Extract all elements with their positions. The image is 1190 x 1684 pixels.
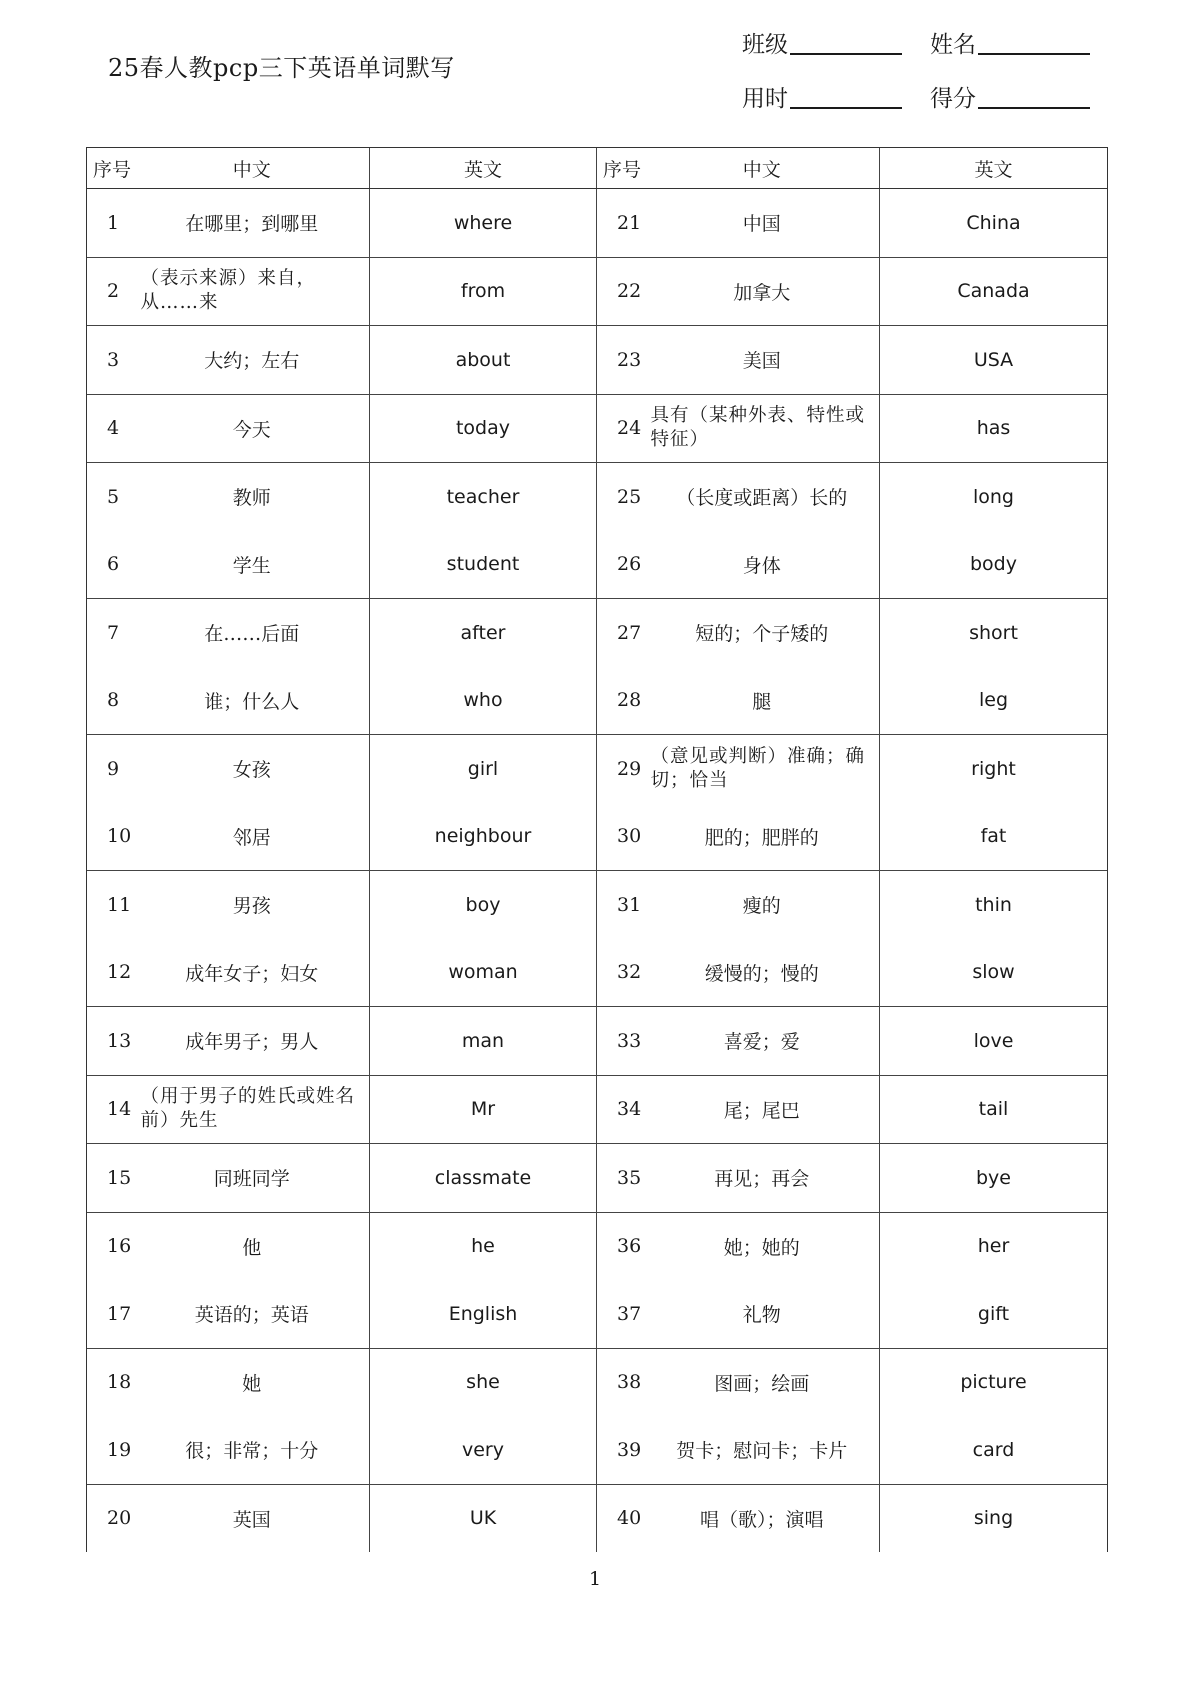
english-word-right: tail <box>880 1075 1108 1144</box>
chinese-meaning-right: 缓慢的；慢的 <box>704 962 819 985</box>
row-number-right: 33 <box>597 1007 645 1076</box>
table-row <box>87 1484 1108 1552</box>
chinese-meaning-right: （长度或距离）长的 <box>645 463 880 531</box>
row-number-left: 19 <box>87 1416 135 1484</box>
chinese-meaning-left: 今天 <box>135 394 370 463</box>
chinese-meaning-left: 成年男子；男人 <box>135 1007 370 1076</box>
table-row <box>87 531 1108 599</box>
english-word-right: sing <box>880 1484 1108 1552</box>
row-number-left: 20 <box>87 1484 135 1552</box>
chinese-meaning-right: 喜爱；爱 <box>645 1007 880 1076</box>
english-word-left: boy <box>370 871 597 939</box>
english-word-left: he <box>370 1212 597 1280</box>
row-number-left: 8 <box>87 667 135 735</box>
header-english-left: 英文 <box>370 148 597 189</box>
header-english-right: 英文 <box>880 148 1108 189</box>
row-number-left: 12 <box>87 939 135 1007</box>
english-word-right: body <box>880 531 1108 599</box>
header-chinese-right: 中文 <box>645 148 880 189</box>
row-number-right: 22 <box>597 257 645 326</box>
row-number-right: 32 <box>597 939 645 1007</box>
chinese-meaning-left: （表示来源）来自，从……来 <box>135 257 370 326</box>
english-word-left: girl <box>370 735 597 803</box>
chinese-meaning-left: 在哪里；到哪里 <box>135 189 370 258</box>
english-word-right: has <box>880 394 1108 463</box>
row-number-right: 34 <box>597 1075 645 1144</box>
english-word-left: man <box>370 1007 597 1076</box>
english-word-right: love <box>880 1007 1108 1076</box>
chinese-meaning-right: 瘦的 <box>645 871 880 939</box>
class-label: 班级 <box>742 32 788 58</box>
row-number-right: 37 <box>597 1280 645 1348</box>
worksheet-title: 25春人教pcp三下英语单词默写 <box>108 54 455 82</box>
table-row <box>87 871 1108 939</box>
english-word-right: her <box>880 1212 1108 1280</box>
table-row <box>87 599 1108 667</box>
chinese-meaning-right: 她；她的 <box>645 1212 880 1280</box>
table-row <box>87 1007 1108 1076</box>
english-word-right: Canada <box>880 257 1108 326</box>
chinese-meaning-right: 美国 <box>645 326 880 395</box>
chinese-meaning-left: 男孩 <box>135 871 370 939</box>
english-word-right: China <box>880 189 1108 258</box>
chinese-meaning-right: 身体 <box>742 554 781 577</box>
english-word-right: fat <box>880 803 1108 871</box>
english-word-left: teacher <box>370 463 597 531</box>
row-number-left: 1 <box>87 189 135 258</box>
table-row <box>87 939 1108 1007</box>
row-number-right: 27 <box>597 599 645 667</box>
table-row <box>87 1212 1108 1280</box>
row-number-left: 18 <box>87 1348 135 1416</box>
english-word-right: bye <box>880 1144 1108 1213</box>
row-number-left: 7 <box>87 599 135 667</box>
chinese-meaning-left: 在……后面 <box>135 599 370 667</box>
english-word-left: student <box>370 531 597 599</box>
english-word-left: woman <box>370 939 597 1007</box>
row-number-right: 38 <box>597 1348 645 1416</box>
english-word-left: where <box>370 189 597 258</box>
english-word-left: who <box>370 667 597 735</box>
score-label: 得分 <box>930 86 976 112</box>
english-word-right: leg <box>880 667 1108 735</box>
english-word-right: card <box>880 1416 1108 1484</box>
chinese-meaning-left: 很；非常；十分 <box>185 1440 319 1463</box>
english-word-right: long <box>880 463 1108 531</box>
row-number-left: 14 <box>87 1075 135 1144</box>
row-number-right: 39 <box>597 1416 645 1484</box>
chinese-meaning-right: 尾；尾巴 <box>645 1075 880 1144</box>
english-word-left: about <box>370 326 597 395</box>
chinese-meaning-left: 同班同学 <box>135 1144 370 1213</box>
english-word-left: from <box>370 257 597 326</box>
chinese-meaning-left: 他 <box>135 1212 370 1280</box>
english-word-left: classmate <box>370 1144 597 1213</box>
table-row <box>87 189 1108 258</box>
row-number-right: 25 <box>597 463 645 531</box>
chinese-meaning-left: 英语的；英语 <box>194 1304 309 1327</box>
class-field[interactable] <box>742 26 902 59</box>
table-row <box>87 1416 1108 1484</box>
row-number-left: 5 <box>87 463 135 531</box>
row-number-right: 35 <box>597 1144 645 1213</box>
row-number-right: 29 <box>597 735 645 803</box>
row-number-right: 23 <box>597 326 645 395</box>
english-word-left: today <box>370 394 597 463</box>
table-header-row <box>87 148 1108 189</box>
table-row <box>87 1280 1108 1348</box>
chinese-meaning-left: 邻居 <box>232 826 271 849</box>
table-row <box>87 1075 1108 1144</box>
chinese-meaning-right: 加拿大 <box>645 257 880 326</box>
chinese-meaning-right: （意见或判断）准确；确切；恰当 <box>645 735 880 803</box>
name-blank[interactable] <box>978 52 1090 55</box>
row-number-left: 3 <box>87 326 135 395</box>
chinese-meaning-left: 她 <box>135 1348 370 1416</box>
row-number-right: 40 <box>597 1484 645 1552</box>
header-num-left: 序号 <box>87 148 135 189</box>
row-number-right: 24 <box>597 394 645 463</box>
row-number-left: 9 <box>87 735 135 803</box>
english-word-right: picture <box>880 1348 1108 1416</box>
name-field[interactable] <box>930 26 1090 59</box>
row-number-left: 10 <box>87 803 135 871</box>
english-word-right: right <box>880 735 1108 803</box>
chinese-meaning-right: 贺卡；慰问卡；卡片 <box>676 1440 848 1463</box>
chinese-meaning-left: （用于男子的姓氏或姓名前）先生 <box>135 1075 370 1144</box>
row-number-left: 13 <box>87 1007 135 1076</box>
class-blank[interactable] <box>790 52 902 55</box>
chinese-meaning-right: 再见；再会 <box>645 1144 880 1213</box>
english-word-right: gift <box>880 1280 1108 1348</box>
row-number-right: 21 <box>597 189 645 258</box>
chinese-meaning-left: 成年女子；妇女 <box>185 962 319 985</box>
table-row <box>87 803 1108 871</box>
chinese-meaning-right: 腿 <box>752 690 772 713</box>
english-word-left: after <box>370 599 597 667</box>
chinese-meaning-right: 具有（某种外表、特性或特征） <box>645 394 880 463</box>
english-word-right: thin <box>880 871 1108 939</box>
chinese-meaning-right: 中国 <box>645 189 880 258</box>
table-row <box>87 394 1108 463</box>
time-label: 用时 <box>742 86 788 112</box>
time-field[interactable] <box>742 80 902 113</box>
chinese-meaning-left: 教师 <box>135 463 370 531</box>
row-number-right: 31 <box>597 871 645 939</box>
score-blank[interactable] <box>978 106 1090 109</box>
chinese-meaning-right: 礼物 <box>742 1304 781 1327</box>
table-row <box>87 257 1108 326</box>
english-word-right: slow <box>880 939 1108 1007</box>
english-word-right: short <box>880 599 1108 667</box>
chinese-meaning-left: 学生 <box>232 554 271 577</box>
chinese-meaning-left: 英国 <box>135 1484 370 1552</box>
chinese-meaning-left: 女孩 <box>135 735 370 803</box>
english-word-left: neighbour <box>370 803 597 871</box>
english-word-left: she <box>370 1348 597 1416</box>
time-blank[interactable] <box>790 106 902 109</box>
table-row <box>87 463 1108 531</box>
vocabulary-table <box>86 147 1108 1552</box>
chinese-meaning-right: 短的；个子矮的 <box>645 599 880 667</box>
row-number-left: 17 <box>87 1280 135 1348</box>
chinese-meaning-right: 肥的；肥胖的 <box>704 826 819 849</box>
english-word-left: Mr <box>370 1075 597 1144</box>
table-row <box>87 1144 1108 1213</box>
row-number-left: 11 <box>87 871 135 939</box>
table-row <box>87 1348 1108 1416</box>
row-number-left: 15 <box>87 1144 135 1213</box>
row-number-left: 2 <box>87 257 135 326</box>
header-num-right: 序号 <box>597 148 645 189</box>
row-number-right: 30 <box>597 803 645 871</box>
english-word-left: English <box>370 1280 597 1348</box>
row-number-right: 36 <box>597 1212 645 1280</box>
table-row <box>87 735 1108 803</box>
english-word-right: USA <box>880 326 1108 395</box>
chinese-meaning-right: 图画；绘画 <box>645 1348 880 1416</box>
table-row <box>87 667 1108 735</box>
chinese-meaning-left: 谁；什么人 <box>204 690 300 713</box>
chinese-meaning-right: 唱（歌）；演唱 <box>645 1484 880 1552</box>
row-number-right: 26 <box>597 531 645 599</box>
row-number-left: 4 <box>87 394 135 463</box>
name-label: 姓名 <box>930 32 976 58</box>
page-number: 1 <box>588 1568 602 1590</box>
header-chinese-left: 中文 <box>135 148 370 189</box>
table-row <box>87 326 1108 395</box>
english-word-left: very <box>370 1416 597 1484</box>
row-number-right: 28 <box>597 667 645 735</box>
chinese-meaning-left: 大约；左右 <box>135 326 370 395</box>
english-word-left: UK <box>370 1484 597 1552</box>
score-field[interactable] <box>930 80 1090 113</box>
row-number-left: 6 <box>87 531 135 599</box>
row-number-left: 16 <box>87 1212 135 1280</box>
